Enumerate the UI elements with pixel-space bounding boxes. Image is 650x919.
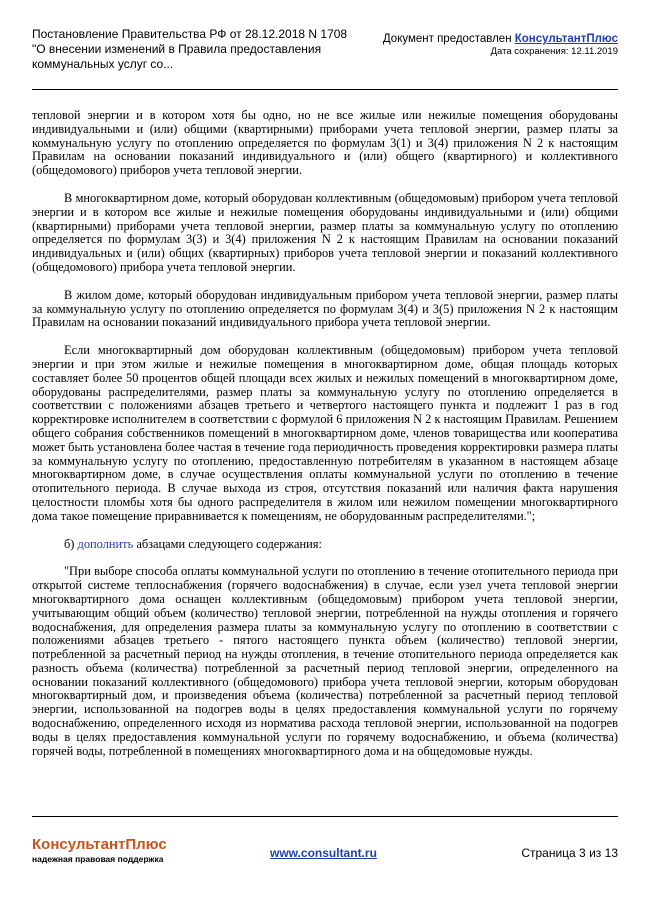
paragraph: "При выборе способа оплаты коммунальной услуги по отоплению в течение отопительного периода при открытой системе теплоснабжения (горячего водоснабжения) в случае, если узел учета тепловой энергии многоквартирного дома оснащен коллективным (общедомовым) прибором учета тепловой энергии, учитывающим общий объем (количество) тепловой энергии, потребленной на нужды отопления и горячего водоснабжения, для определения размера платы за коммунальную услугу по отоплению в соответствии с положениями абзацев третьего - пятого настоящего пункта объем (количество) тепловой энергии, потребленной за расчетный период на нужды отопления, в течение отопительного периода определяется как разность объема (количества) потребленной за расчетный период тепловой энергии, определенного на основании показаний коллективного (общедомового) прибора учета тепловой энергии, которым оборудован многоквартирный дом, и произведения объема (количества) потребленной за расчетный период тепловой энергии, использованной на подогрев воды в целях предоставления коммунальной услуги по горячему водоснабжению, определенного исходя из норматива расхода тепловой энергии, использованной на подогрев воды в целях предоставления коммунальной услуги по горячему водоснабжению, и объема (количества) горячей воды, потребленной в помещениях многоквартирного дома и на общедомовые нужды. bbox=[32, 564, 618, 758]
document-title-line: Постановление Правительства РФ от 28.12.2018 N 1708 bbox=[32, 27, 348, 41]
item-letter: б) bbox=[64, 536, 75, 551]
paragraph: Если многоквартирный дом оборудован коллективным (общедомовым) прибором учета тепловой энергии и при этом жилые и нежилые помещения в многоквартирном доме, общая площадь которых составляет более 50 процентов общей площади всех жилых и нежилых помещений в многоквартирном доме, оборудованы распределителями, размер платы за коммунальную услугу по отоплению определяется в соответствии с положениями абзацев третьего и четвертого настоящего пункта и подлежит 1 раз в год корректировке исполнителем в соответствии с формулой 6 приложения N 2 к настоящим Правилам. Решением общего собрания собственников помещений в многоквартирном доме, членов товарищества или кооператива может быть установлена более частая в течение года периодичность проведения корректировки размера платы за коммунальную услугу по отоплению, предоставленную потребителям в указанном в настоящем абзаце многоквартирном доме, в случае осуществления оплаты коммунальной услуги по отоплению в течение отопительного периода. В случае выхода из строя, отсутствия показаний или наличия факта нарушения целостности пломбы хотя бы одного распределителя в жилом или нежилом помещении многоквартирного дома такое помещение приравнивается к помещениям, не оборудованным распределителями."; bbox=[32, 343, 618, 523]
logo-slogan: надежная правовая поддержка bbox=[32, 854, 164, 864]
paragraph-rest: абзацами следующего содержания: bbox=[136, 536, 322, 551]
site-link[interactable]: www.consultant.ru bbox=[270, 846, 377, 860]
page-word: Страница bbox=[521, 846, 576, 860]
header-divider bbox=[32, 89, 618, 90]
footer-divider bbox=[32, 816, 618, 817]
page-total: 13 bbox=[604, 846, 618, 860]
document-title-line: коммунальных услуг со... bbox=[32, 57, 174, 71]
paragraph: В жилом доме, который оборудован индивидуальным прибором учета тепловой энергии, размер платы за коммунальную услугу по отоплению определяется по формулам 3(4) и 3(5) приложения N 2 к настоящим Правилам на основании показаний индивидуального прибора учета тепловой энергии. bbox=[32, 287, 618, 330]
page-number: 3 bbox=[579, 846, 586, 860]
paragraph: В многоквартирном доме, который оборудован коллективным (общедомовым) прибором учета тепловой энергии и в котором все жилые и нежилые помещения оборудованы индивидуальными и (или) общими (квартирными) приборами учета тепловой энергии, размер платы за коммунальную услугу по отоплению определяется по формулам 3(3) и 3(4) приложения N 2 к настоящим Правилам на основании показаний индивидуальных и (или) общих (квартирных) приборов учета тепловой энергии и показаний коллективного (общедомового) прибора учета тепловой энергии. bbox=[32, 190, 618, 274]
provider-info bbox=[383, 32, 618, 58]
provided-by-label: Документ предоставлен bbox=[382, 33, 512, 45]
logo-name: КонсультантПлюс bbox=[32, 836, 167, 853]
document-title-line: "О внесении изменений в Правила предоставления bbox=[32, 42, 322, 56]
save-date: Дата сохранения: 12.11.2019 bbox=[490, 46, 618, 57]
paragraph: тепловой энергии и в котором хотя бы одно, но не все жилые или нежилые помещения оборудованы индивидуальными и (или) общими (квартирными) приборами учета тепловой энергии, размер платы за коммунальную услугу по отоплению определяется по формулам 3(1) и 3(4) приложения N 2 к настоящим Правилам на основании показаний индивидуального и (или) общего (квартирного) и коллективного (общедомового) приборов учета тепловой энергии. bbox=[32, 108, 618, 178]
amend-link[interactable]: дополнить bbox=[77, 536, 134, 551]
document-body bbox=[32, 109, 618, 772]
paragraph-amendment bbox=[32, 538, 618, 552]
consultant-brand-link[interactable]: КонсультантПлюс bbox=[514, 33, 618, 45]
footer-logo bbox=[32, 836, 167, 865]
document-title bbox=[32, 27, 362, 72]
page-counter bbox=[521, 846, 618, 860]
of-word: из bbox=[589, 846, 602, 860]
